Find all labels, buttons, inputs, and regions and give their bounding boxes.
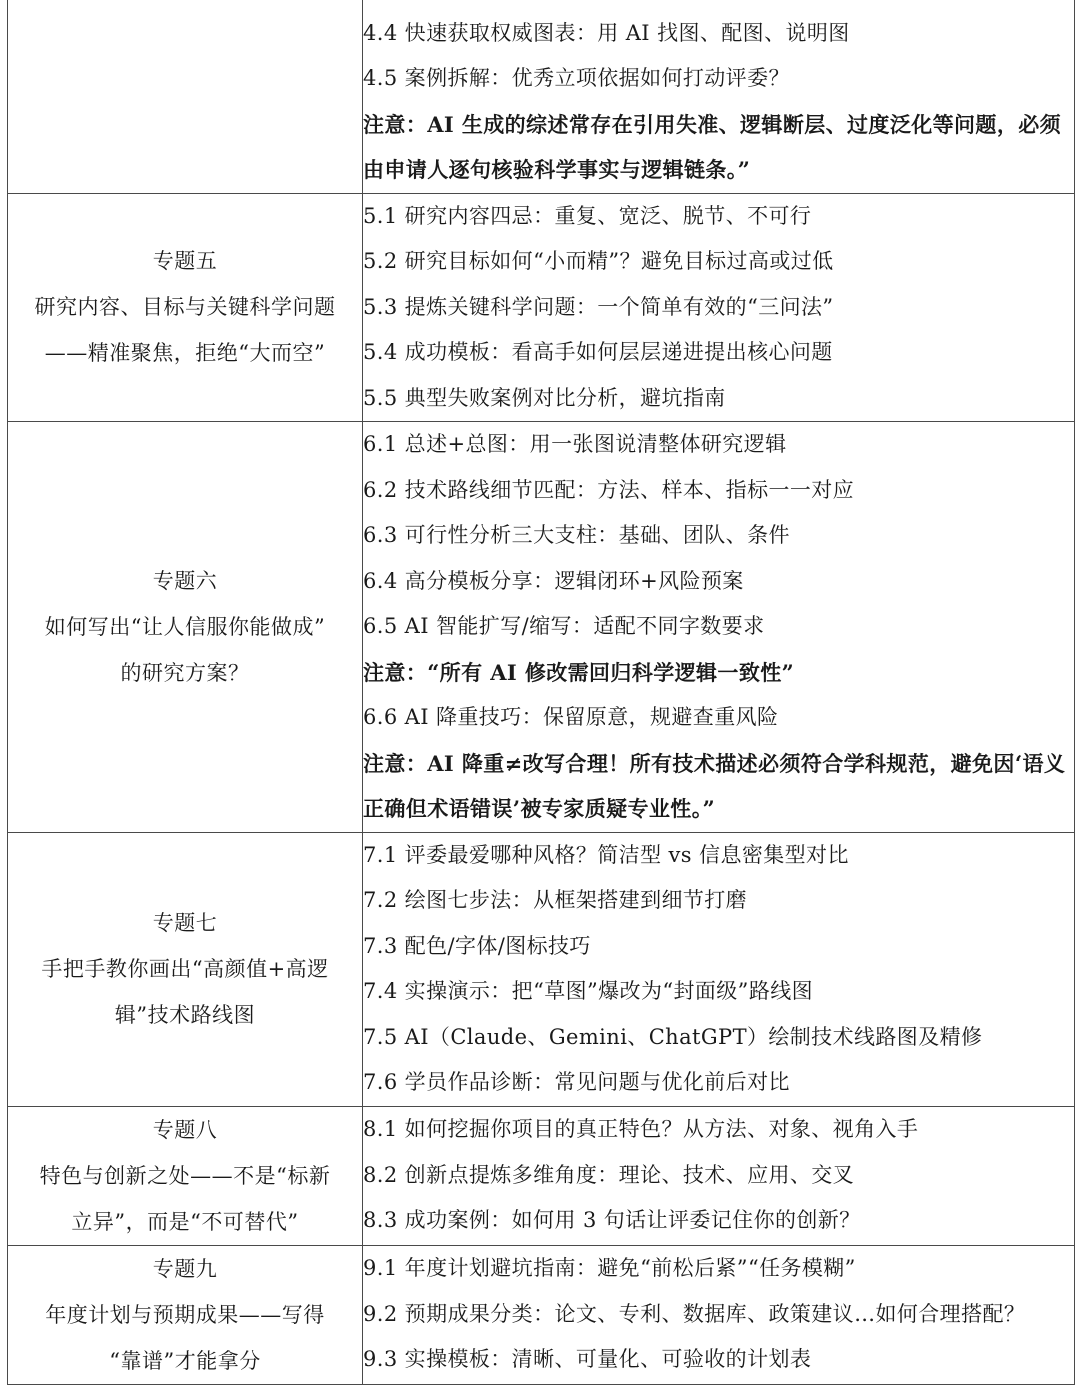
- topic-title-line: 辑”技术路线图: [114, 1003, 256, 1027]
- lesson-item: 7.6 学员作品诊断：常见问题与优化前后对比: [363, 1070, 790, 1094]
- topic-row: [8, 0, 1075, 193]
- note-text: 注意：“所有 AI 修改需回归科学逻辑一致性”: [363, 659, 795, 685]
- topic-title-line: 特色与创新之处——不是“标新: [39, 1163, 331, 1188]
- lesson-item: 6.6 AI 降重技巧：保留原意，规避查重风险: [363, 705, 779, 729]
- lesson-item: 6.5 AI 智能扩写/缩写：适配不同字数要求: [363, 614, 765, 638]
- course-outline-body: [8, 0, 1075, 1384]
- lesson-item: 7.2 绘图七步法：从框架搭建到细节打磨: [363, 888, 748, 912]
- topic-title-line: 手把手教你画出“高颜值+高逻: [41, 957, 329, 981]
- note-text: 注意：AI 降重≠改写合理！所有技术描述必须符合学科规范，避免因‘语义正确但术语错误’被专家质疑专业性。”: [363, 750, 1066, 821]
- topic-items-cell: [363, 832, 1075, 1106]
- lesson-item: [363, 0, 1074, 11]
- topic-cell: [8, 422, 363, 833]
- topic-row: [8, 832, 1075, 1106]
- lesson-item: 5.3 提炼关键科学问题：一个简单有效的“三问法”: [363, 294, 834, 319]
- lesson-item: 9.1 年度计划避坑指南：避免“前松后紧”“任务模糊”: [363, 1256, 856, 1281]
- lesson-item: 7.5 AI（Claude、Gemini、ChatGPT）绘制技术线路图及精修: [363, 1024, 983, 1049]
- lesson-item: 7.4 实操演示：把“草图”爆改为“封面级”路线图: [363, 979, 814, 1003]
- lesson-item: 7.3 配色/字体/图标技巧: [363, 933, 591, 958]
- topic-items-cell: [363, 422, 1075, 833]
- topic-title-line: 年度计划与预期成果——写得: [45, 1302, 325, 1327]
- topic-number: 专题八: [152, 1117, 218, 1142]
- topic-number: 专题九: [152, 1256, 218, 1281]
- lesson-item: 9.3 实操模板：清晰、可量化、可验收的计划表: [363, 1347, 812, 1372]
- lesson-item: 9.2 预期成果分类：论文、专利、数据库、政策建议…如何合理搭配？: [363, 1301, 1026, 1326]
- topic-title-line: 立异”，而是“不可替代”: [71, 1209, 299, 1234]
- topic-items-cell: [363, 1245, 1075, 1384]
- topic-row: [8, 1245, 1075, 1384]
- lesson-item: 5.2 研究目标如何“小而精”？避免目标过高或过低: [363, 249, 834, 273]
- topic-title-line: “靠谱”才能拿分: [109, 1348, 261, 1373]
- lesson-item: 4.4 快速获取权威图表：用 AI 找图、配图、说明图: [363, 20, 850, 45]
- topic-cell: [8, 0, 363, 193]
- topic-cell: [8, 1106, 363, 1245]
- lesson-item: 6.3 可行性分析三大支柱：基础、团队、条件: [363, 523, 790, 547]
- topic-title-line: ——精准聚焦，拒绝“大而空”: [44, 341, 326, 366]
- topic-row: [8, 1106, 1075, 1245]
- lesson-item: 8.2 创新点提炼多维角度：理论、技术、应用、交叉: [363, 1162, 855, 1187]
- topic-cell: [8, 832, 363, 1106]
- topic-row: [8, 193, 1075, 422]
- topic-row: [8, 422, 1075, 833]
- topic-title-line: 研究内容、目标与关键科学问题: [34, 295, 336, 320]
- lesson-item: 8.3 成功案例：如何用 3 句话让评委记住你的创新？: [363, 1208, 861, 1233]
- topic-cell: [8, 1245, 363, 1384]
- course-outline-table: [7, 0, 1075, 1385]
- topic-title-line: 的研究方案？: [120, 660, 250, 685]
- topic-number: 专题五: [152, 249, 218, 274]
- lesson-item: 6.2 技术路线细节匹配：方法、样本、指标一一对应: [363, 477, 855, 502]
- lesson-item: 5.1 研究内容四忌：重复、宽泛、脱节、不可行: [363, 203, 812, 228]
- lesson-item: 6.4 高分模板分享：逻辑闭环+风险预案: [363, 568, 744, 593]
- topic-title-line: 如何写出“让人信服你能做成”: [44, 614, 326, 639]
- topic-cell: [8, 193, 363, 422]
- topic-items-cell: [363, 1106, 1075, 1245]
- topic-number: 专题六: [152, 568, 218, 593]
- lesson-item: 5.5 典型失败案例对比分析，避坑指南: [363, 385, 726, 410]
- topic-items-cell: [363, 0, 1075, 193]
- lesson-item: 6.1 总述+总图：用一张图说清整体研究逻辑: [363, 432, 787, 456]
- topic-items-cell: [363, 193, 1075, 422]
- lesson-item: 5.4 成功模板：看高手如何层层递进提出核心问题: [363, 340, 833, 364]
- note-text: 注意：AI 生成的综述常存在引用失准、逻辑断层、过度泛化等问题，必须由申请人逐句核验科学事实与逻辑链条。”: [363, 111, 1062, 182]
- lesson-item: 8.1 如何挖掘你项目的真正特色？从方法、对象、视角入手: [363, 1117, 919, 1142]
- lesson-item: 4.5 案例拆解：优秀立项依据如何打动评委？: [363, 66, 790, 90]
- topic-number: 专题七: [152, 911, 218, 935]
- lesson-item: 7.1 评委最爱哪种风格？简洁型 vs 信息密集型对比: [363, 842, 849, 867]
